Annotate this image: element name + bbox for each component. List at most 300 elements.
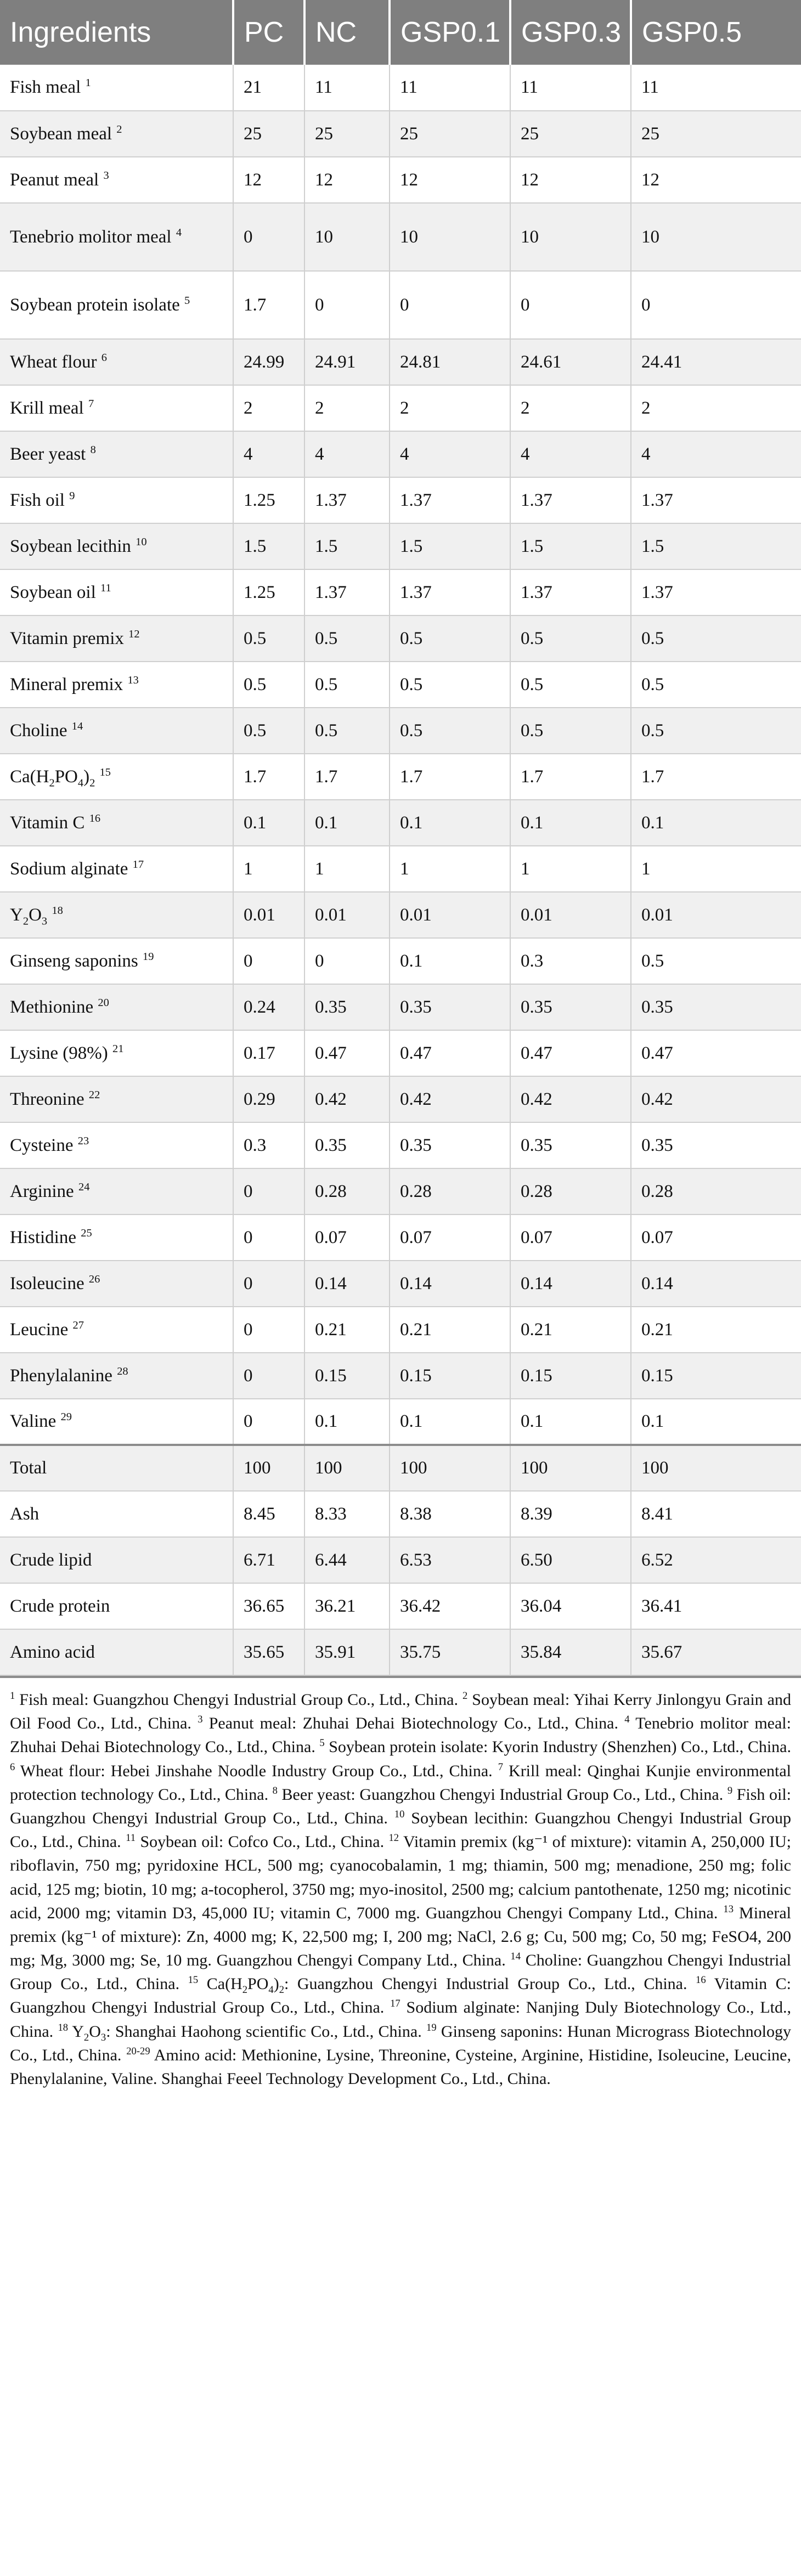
- table-row: [0, 1399, 801, 1445]
- value-cell: 0: [390, 271, 510, 339]
- value-cell: 1.5: [304, 523, 390, 569]
- footnote: $^{11}$ Soybean oil: Cofco Co., Ltd., China.: [126, 1832, 389, 1851]
- value-cell: 8.45: [233, 1491, 304, 1537]
- value-cell: 25: [631, 111, 801, 157]
- value-cell: 0.5: [304, 708, 390, 754]
- table-row: [0, 65, 801, 111]
- value-cell: 0.15: [631, 1353, 801, 1399]
- footnote-marker: 17: [132, 858, 144, 871]
- value-cell: 1.37: [631, 477, 801, 523]
- value-cell: 0.15: [304, 1353, 390, 1399]
- footnote: $^{13}$ Mineral premix (kg⁻¹ of mixture): Zn, 4000 mg; K, 22,500 mg; I, 200 mg; NaCl, 2.6 g; Cu, 500 mg; Co, 50 mg; FeSO4, 200 mg; Mg, 3000 mg; Se, 10 mg. Guangzhou Chengyi Company Ltd., China.: [10, 1903, 791, 1970]
- footnote: $^6$ Wheat flour: Hebei Jinshahe Noodle Industry Group Co., Ltd., China.: [10, 1761, 498, 1780]
- ingredient-name-cell: [0, 754, 233, 800]
- footnote-marker: 7: [88, 397, 94, 410]
- value-cell: 0.01: [233, 892, 304, 938]
- ingredient-name-cell: [0, 938, 233, 984]
- value-cell: 0.15: [390, 1353, 510, 1399]
- footnote-marker: 28: [117, 1365, 128, 1377]
- value-cell: 0.1: [304, 1399, 390, 1445]
- ingredient-name-cell: [0, 1537, 233, 1583]
- footnote-marker: 5: [319, 1737, 325, 1749]
- value-cell: 6.71: [233, 1537, 304, 1583]
- value-cell: 1.37: [390, 569, 510, 615]
- ingredient-name-cell: [0, 1491, 233, 1537]
- footnote: $^2$ Soybean meal: Yihai Kerry Jinlongyu Grain and Oil Food Co., Ltd., China.: [10, 1690, 791, 1733]
- value-cell: 8.41: [631, 1491, 801, 1537]
- header-row: [0, 0, 801, 65]
- value-cell: 0.35: [510, 1122, 631, 1168]
- table-row: [0, 1261, 801, 1307]
- footnote-marker: 12: [388, 1832, 399, 1844]
- value-cell: 0.1: [390, 1399, 510, 1445]
- ingredient-name-cell: [0, 1076, 233, 1122]
- value-cell: 0.5: [510, 708, 631, 754]
- ingredient-name-cell: [0, 892, 233, 938]
- value-cell: 1.7: [233, 754, 304, 800]
- table-row: [0, 203, 801, 271]
- value-cell: 12: [304, 157, 390, 203]
- value-cell: 1.5: [233, 523, 304, 569]
- ingredient-name-cell: [0, 271, 233, 339]
- value-cell: 0.35: [390, 1122, 510, 1168]
- table-row: [0, 1122, 801, 1168]
- ingredient-name: Sodium alginate: [10, 858, 128, 879]
- value-cell: 24.81: [390, 339, 510, 385]
- value-cell: 100: [510, 1445, 631, 1491]
- ingredient-name-cell: [0, 708, 233, 754]
- value-cell: 0.5: [390, 708, 510, 754]
- ingredient-name: $Ca(H_2PO_4)_2$: [10, 766, 95, 789]
- value-cell: 0.21: [510, 1307, 631, 1353]
- value-cell: 0.42: [510, 1076, 631, 1122]
- footnote-marker: 9: [727, 1784, 733, 1797]
- value-cell: 4: [233, 431, 304, 477]
- ingredient-name-cell: [0, 477, 233, 523]
- value-cell: 0.5: [233, 708, 304, 754]
- value-cell: 1: [233, 846, 304, 892]
- ingredient-name: Tenebrio molitor meal: [10, 227, 172, 247]
- footnote: $^{20-29}$ Amino acid: Methionine, Lysine, Threonine, Cysteine, Arginine, Histidine, Isoleucine, Leucine, Phenylalanine, Valine. Shanghai Feeel Technology Development Co., Ltd., China.: [10, 2045, 791, 2088]
- header-gsp0-5: GSP0.5: [631, 0, 801, 65]
- value-cell: 10: [304, 203, 390, 271]
- table-row: [0, 754, 801, 800]
- ingredient-name: Amino acid: [10, 1642, 95, 1662]
- ingredient-name-cell: [0, 984, 233, 1030]
- value-cell: 0.28: [304, 1168, 390, 1214]
- value-cell: 0: [233, 203, 304, 271]
- value-cell: 1.7: [233, 271, 304, 339]
- value-cell: 1.7: [304, 754, 390, 800]
- footnote-marker: 9: [69, 489, 75, 502]
- footnote: $^{19}$ Ginseng saponins: Hunan Micrograss Biotechnology Co., Ltd., China.: [10, 2021, 792, 2064]
- ingredient-name-cell: [0, 1445, 233, 1491]
- ingredient-name: Beer yeast: [10, 444, 86, 464]
- value-cell: 0.1: [233, 800, 304, 846]
- value-cell: 0: [233, 1214, 304, 1261]
- ingredient-name: Isoleucine: [10, 1273, 84, 1293]
- value-cell: 35.67: [631, 1629, 801, 1675]
- ingredient-name-cell: [0, 339, 233, 385]
- value-cell: 0.1: [631, 1399, 801, 1445]
- value-cell: 0.15: [510, 1353, 631, 1399]
- value-cell: 35.65: [233, 1629, 304, 1675]
- ingredient-name: Krill meal: [10, 398, 84, 418]
- value-cell: 0.5: [631, 938, 801, 984]
- footnote-marker: 1: [10, 1690, 15, 1702]
- value-cell: 0.21: [390, 1307, 510, 1353]
- value-cell: 0.5: [631, 662, 801, 708]
- table-row: [0, 157, 801, 203]
- table-row: [0, 1537, 801, 1583]
- value-cell: 1: [510, 846, 631, 892]
- ingredient-name: Cysteine: [10, 1135, 74, 1155]
- value-cell: 36.21: [304, 1583, 390, 1629]
- ingredient-name-cell: [0, 203, 233, 271]
- value-cell: 1.7: [390, 754, 510, 800]
- table-row: [0, 523, 801, 569]
- table-header: [0, 0, 801, 65]
- value-cell: 100: [631, 1445, 801, 1491]
- value-cell: 35.75: [390, 1629, 510, 1675]
- value-cell: 11: [390, 65, 510, 111]
- footnote-marker: 19: [143, 950, 154, 963]
- footnote-marker: 4: [624, 1714, 630, 1726]
- table-row: [0, 1583, 801, 1629]
- value-cell: 0.28: [631, 1168, 801, 1214]
- ingredient-name: Fish oil: [10, 490, 65, 510]
- table-row: [0, 708, 801, 754]
- footnote: $^5$ Soybean protein isolate: Kyorin Industry (Shenzhen) Co., Ltd., China.: [319, 1737, 791, 1756]
- value-cell: 0.17: [233, 1030, 304, 1076]
- ingredient-name: Lysine (98%): [10, 1043, 108, 1063]
- value-cell: 0.42: [390, 1076, 510, 1122]
- value-cell: 8.39: [510, 1491, 631, 1537]
- value-cell: 0.5: [631, 708, 801, 754]
- value-cell: 0: [304, 938, 390, 984]
- value-cell: 1.37: [510, 477, 631, 523]
- ingredient-name-cell: [0, 800, 233, 846]
- value-cell: 0.5: [631, 615, 801, 662]
- ingredient-name: Soybean lecithin: [10, 536, 131, 556]
- ingredient-name-cell: [0, 1399, 233, 1445]
- ingredient-name-cell: [0, 65, 233, 111]
- value-cell: 0.42: [631, 1076, 801, 1122]
- value-cell: 0.35: [304, 984, 390, 1030]
- value-cell: 35.84: [510, 1629, 631, 1675]
- footnote-marker: 25: [81, 1227, 92, 1239]
- value-cell: 11: [304, 65, 390, 111]
- footnote-marker: 10: [394, 1808, 405, 1820]
- value-cell: 100: [233, 1445, 304, 1491]
- value-cell: 6.44: [304, 1537, 390, 1583]
- footnote: $^9$ Fish oil: Guangzhou Chengyi Industrial Group Co., Ltd., China.: [10, 1784, 791, 1827]
- footnote-marker: 13: [127, 674, 139, 686]
- footnote-marker: 11: [100, 581, 111, 594]
- table-row: [0, 1307, 801, 1353]
- value-cell: 6.53: [390, 1537, 510, 1583]
- value-cell: 0.1: [390, 800, 510, 846]
- value-cell: 6.52: [631, 1537, 801, 1583]
- ingredient-name: Threonine: [10, 1089, 84, 1109]
- value-cell: 0.21: [304, 1307, 390, 1353]
- footnote-marker: 10: [136, 535, 147, 548]
- ingredient-name-cell: [0, 662, 233, 708]
- value-cell: 0.5: [390, 615, 510, 662]
- value-cell: 36.65: [233, 1583, 304, 1629]
- footnote: $^{15}$ $Ca(H_2PO_4)_2$: Guangzhou Chengyi Industrial Group Co., Ltd., China.: [188, 1974, 696, 1996]
- ingredient-name: Soybean meal: [10, 123, 112, 144]
- footnote-marker: 27: [72, 1319, 84, 1331]
- header-pc: PC: [233, 0, 304, 65]
- footnote-marker: 14: [71, 720, 83, 732]
- value-cell: 12: [631, 157, 801, 203]
- footnote-marker: 18: [52, 904, 63, 917]
- value-cell: 36.41: [631, 1583, 801, 1629]
- value-cell: 12: [233, 157, 304, 203]
- value-cell: 0.28: [390, 1168, 510, 1214]
- value-cell: 12: [390, 157, 510, 203]
- value-cell: 24.91: [304, 339, 390, 385]
- value-cell: 0: [233, 1307, 304, 1353]
- value-cell: 2: [390, 385, 510, 431]
- value-cell: 0.1: [510, 800, 631, 846]
- value-cell: 1: [304, 846, 390, 892]
- footnote-marker: 16: [696, 1974, 706, 1986]
- ingredient-name-cell: [0, 1629, 233, 1675]
- footnote-marker: 14: [510, 1951, 521, 1963]
- value-cell: 4: [631, 431, 801, 477]
- ingredient-name-cell: [0, 431, 233, 477]
- value-cell: 0.07: [304, 1214, 390, 1261]
- value-cell: 10: [510, 203, 631, 271]
- table-row: [0, 339, 801, 385]
- value-cell: 1.25: [233, 477, 304, 523]
- footnote: $^7$ Krill meal: Qinghai Kunjie environmental protection technology Co., Ltd., China.: [10, 1761, 791, 1804]
- footnote-marker: 6: [10, 1761, 15, 1773]
- table-row: [0, 111, 801, 157]
- value-cell: 2: [304, 385, 390, 431]
- value-cell: 0: [233, 938, 304, 984]
- value-cell: 0.01: [390, 892, 510, 938]
- footnote-marker: 4: [176, 226, 182, 239]
- value-cell: 0.28: [510, 1168, 631, 1214]
- value-cell: 0: [233, 1261, 304, 1307]
- value-cell: 0.14: [304, 1261, 390, 1307]
- value-cell: 12: [510, 157, 631, 203]
- value-cell: 0.14: [631, 1261, 801, 1307]
- value-cell: 0.47: [390, 1030, 510, 1076]
- value-cell: 0.5: [510, 662, 631, 708]
- value-cell: 36.04: [510, 1583, 631, 1629]
- footnote-marker: 2: [462, 1690, 468, 1702]
- value-cell: 0.5: [304, 662, 390, 708]
- value-cell: 1.7: [631, 754, 801, 800]
- table-body: [0, 65, 801, 1675]
- footnote-marker: 19: [426, 2021, 437, 2033]
- ingredient-name-cell: [0, 157, 233, 203]
- value-cell: 2: [233, 385, 304, 431]
- footnote-marker: 1: [85, 77, 91, 89]
- value-cell: 0.3: [233, 1122, 304, 1168]
- value-cell: 0: [233, 1399, 304, 1445]
- value-cell: 0.1: [304, 800, 390, 846]
- value-cell: 0.07: [631, 1214, 801, 1261]
- value-cell: 0.1: [390, 938, 510, 984]
- footnote-marker: 8: [90, 443, 96, 456]
- footnote-marker: 22: [88, 1088, 100, 1101]
- value-cell: 1.5: [510, 523, 631, 569]
- table-row: [0, 477, 801, 523]
- table-row: [0, 1214, 801, 1261]
- footnote: $^{18}$ $Y_2O_3$: Shanghai Haohong scientific Co., Ltd., China.: [58, 2021, 427, 2043]
- value-cell: 24.61: [510, 339, 631, 385]
- footnote-marker: 6: [101, 351, 107, 364]
- value-cell: 25: [510, 111, 631, 157]
- footnote-marker: 8: [272, 1784, 278, 1797]
- value-cell: 0.01: [304, 892, 390, 938]
- header-gsp0-3: GSP0.3: [510, 0, 631, 65]
- header-nc: NC: [304, 0, 390, 65]
- ingredient-name: Vitamin premix: [10, 628, 124, 648]
- table-row: [0, 1445, 801, 1491]
- value-cell: 1.5: [390, 523, 510, 569]
- footnote-marker: 15: [99, 766, 111, 778]
- ingredient-name-cell: [0, 1307, 233, 1353]
- value-cell: 0.07: [390, 1214, 510, 1261]
- ingredient-name: Soybean oil: [10, 582, 96, 602]
- ingredient-name: Valine: [10, 1411, 57, 1432]
- value-cell: 0.47: [304, 1030, 390, 1076]
- value-cell: 0.5: [510, 615, 631, 662]
- value-cell: 0: [233, 1353, 304, 1399]
- footnote: $^{16}$ Vitamin C: Guangzhou Chengyi Industrial Group Co., Ltd., China.: [10, 1974, 791, 2017]
- footnote-marker: 24: [78, 1180, 90, 1193]
- value-cell: 0.29: [233, 1076, 304, 1122]
- value-cell: 1.37: [304, 477, 390, 523]
- ingredient-name: Leucine: [10, 1319, 69, 1340]
- table-row: [0, 1030, 801, 1076]
- value-cell: 1.37: [304, 569, 390, 615]
- ingredient-name: Mineral premix: [10, 674, 123, 694]
- value-cell: 1: [390, 846, 510, 892]
- value-cell: 4: [304, 431, 390, 477]
- value-cell: 2: [631, 385, 801, 431]
- value-cell: 10: [390, 203, 510, 271]
- footnote-marker: 12: [128, 628, 140, 640]
- footnotes: [0, 1676, 801, 2091]
- footnote-marker: 15: [188, 1974, 199, 1986]
- value-cell: 35.91: [304, 1629, 390, 1675]
- ingredient-name: Fish meal: [10, 77, 81, 98]
- ingredient-name-cell: [0, 523, 233, 569]
- footnote: $^8$ Beer yeast: Guangzhou Chengyi Industrial Group Co., Ltd., China.: [272, 1784, 727, 1804]
- value-cell: 0.35: [631, 984, 801, 1030]
- value-cell: 4: [390, 431, 510, 477]
- value-cell: 0.14: [390, 1261, 510, 1307]
- ingredient-name: Total: [10, 1458, 47, 1478]
- table-row: [0, 615, 801, 662]
- footnote-marker: 20-29: [126, 2045, 150, 2057]
- value-cell: 0.47: [631, 1030, 801, 1076]
- value-cell: 0.35: [304, 1122, 390, 1168]
- table-row: [0, 1076, 801, 1122]
- value-cell: 0: [233, 1168, 304, 1214]
- footnote-marker: 23: [77, 1134, 89, 1147]
- value-cell: 1.5: [631, 523, 801, 569]
- value-cell: 0.01: [510, 892, 631, 938]
- value-cell: 0.47: [510, 1030, 631, 1076]
- value-cell: 0: [510, 271, 631, 339]
- value-cell: 36.42: [390, 1583, 510, 1629]
- value-cell: 8.38: [390, 1491, 510, 1537]
- ingredient-name: Ash: [10, 1504, 40, 1524]
- footnote-marker: 3: [198, 1714, 203, 1726]
- footnote-marker: 29: [60, 1411, 72, 1423]
- value-cell: 100: [304, 1445, 390, 1491]
- table-row: [0, 984, 801, 1030]
- ingredient-name-cell: [0, 569, 233, 615]
- ingredient-name: Crude lipid: [10, 1550, 92, 1570]
- table-row: [0, 1629, 801, 1675]
- table-row: [0, 431, 801, 477]
- footnote-marker: 18: [58, 2021, 69, 2033]
- value-cell: 0: [304, 271, 390, 339]
- value-cell: 25: [390, 111, 510, 157]
- value-cell: 0.5: [233, 662, 304, 708]
- ingredient-name: Crude protein: [10, 1596, 110, 1616]
- value-cell: 4: [510, 431, 631, 477]
- footnote-marker: 20: [98, 996, 109, 1009]
- value-cell: 100: [390, 1445, 510, 1491]
- footnote-marker: 17: [390, 1998, 400, 2010]
- value-cell: 0.14: [510, 1261, 631, 1307]
- value-cell: 0.35: [510, 984, 631, 1030]
- value-cell: 0.35: [390, 984, 510, 1030]
- footnote-marker: 5: [184, 294, 190, 307]
- ingredient-name-cell: [0, 846, 233, 892]
- value-cell: 25: [233, 111, 304, 157]
- header-ingredients: Ingredients: [0, 0, 233, 65]
- value-cell: 0.21: [631, 1307, 801, 1353]
- ingredient-name: $Y_2O_3$: [10, 905, 48, 928]
- table-row: [0, 892, 801, 938]
- table-row: [0, 385, 801, 431]
- footnote-marker: 21: [112, 1042, 124, 1055]
- footnote: $^3$ Peanut meal: Zhuhai Dehai Biotechnology Co., Ltd., China.: [198, 1714, 625, 1733]
- footnote: $^1$ Fish meal: Guangzhou Chengyi Industrial Group Co., Ltd., China.: [10, 1690, 462, 1709]
- value-cell: 1.37: [390, 477, 510, 523]
- table-row: [0, 271, 801, 339]
- value-cell: 6.50: [510, 1537, 631, 1583]
- footnote-marker: 26: [88, 1273, 100, 1285]
- table-row: [0, 846, 801, 892]
- footnote-marker: 2: [116, 123, 122, 135]
- ingredient-name: Phenylalanine: [10, 1365, 112, 1386]
- footnote: $^4$ Tenebrio molitor meal: Zhuhai Dehai Biotechnology Co., Ltd., China.: [10, 1714, 791, 1756]
- table-row: [0, 938, 801, 984]
- value-cell: 10: [631, 203, 801, 271]
- value-cell: 0.1: [631, 800, 801, 846]
- footnote-marker: 11: [126, 1832, 136, 1844]
- ingredient-name-cell: [0, 1168, 233, 1214]
- footnote: $^{10}$ Soybean lecithin: Guangzhou Chengyi Industrial Group Co., Ltd., China.: [10, 1808, 791, 1851]
- ingredient-name-cell: [0, 385, 233, 431]
- value-cell: 0.07: [510, 1214, 631, 1261]
- ingredient-name: Wheat flour: [10, 352, 97, 372]
- ingredient-name-cell: [0, 1030, 233, 1076]
- header-gsp0-1: GSP0.1: [390, 0, 510, 65]
